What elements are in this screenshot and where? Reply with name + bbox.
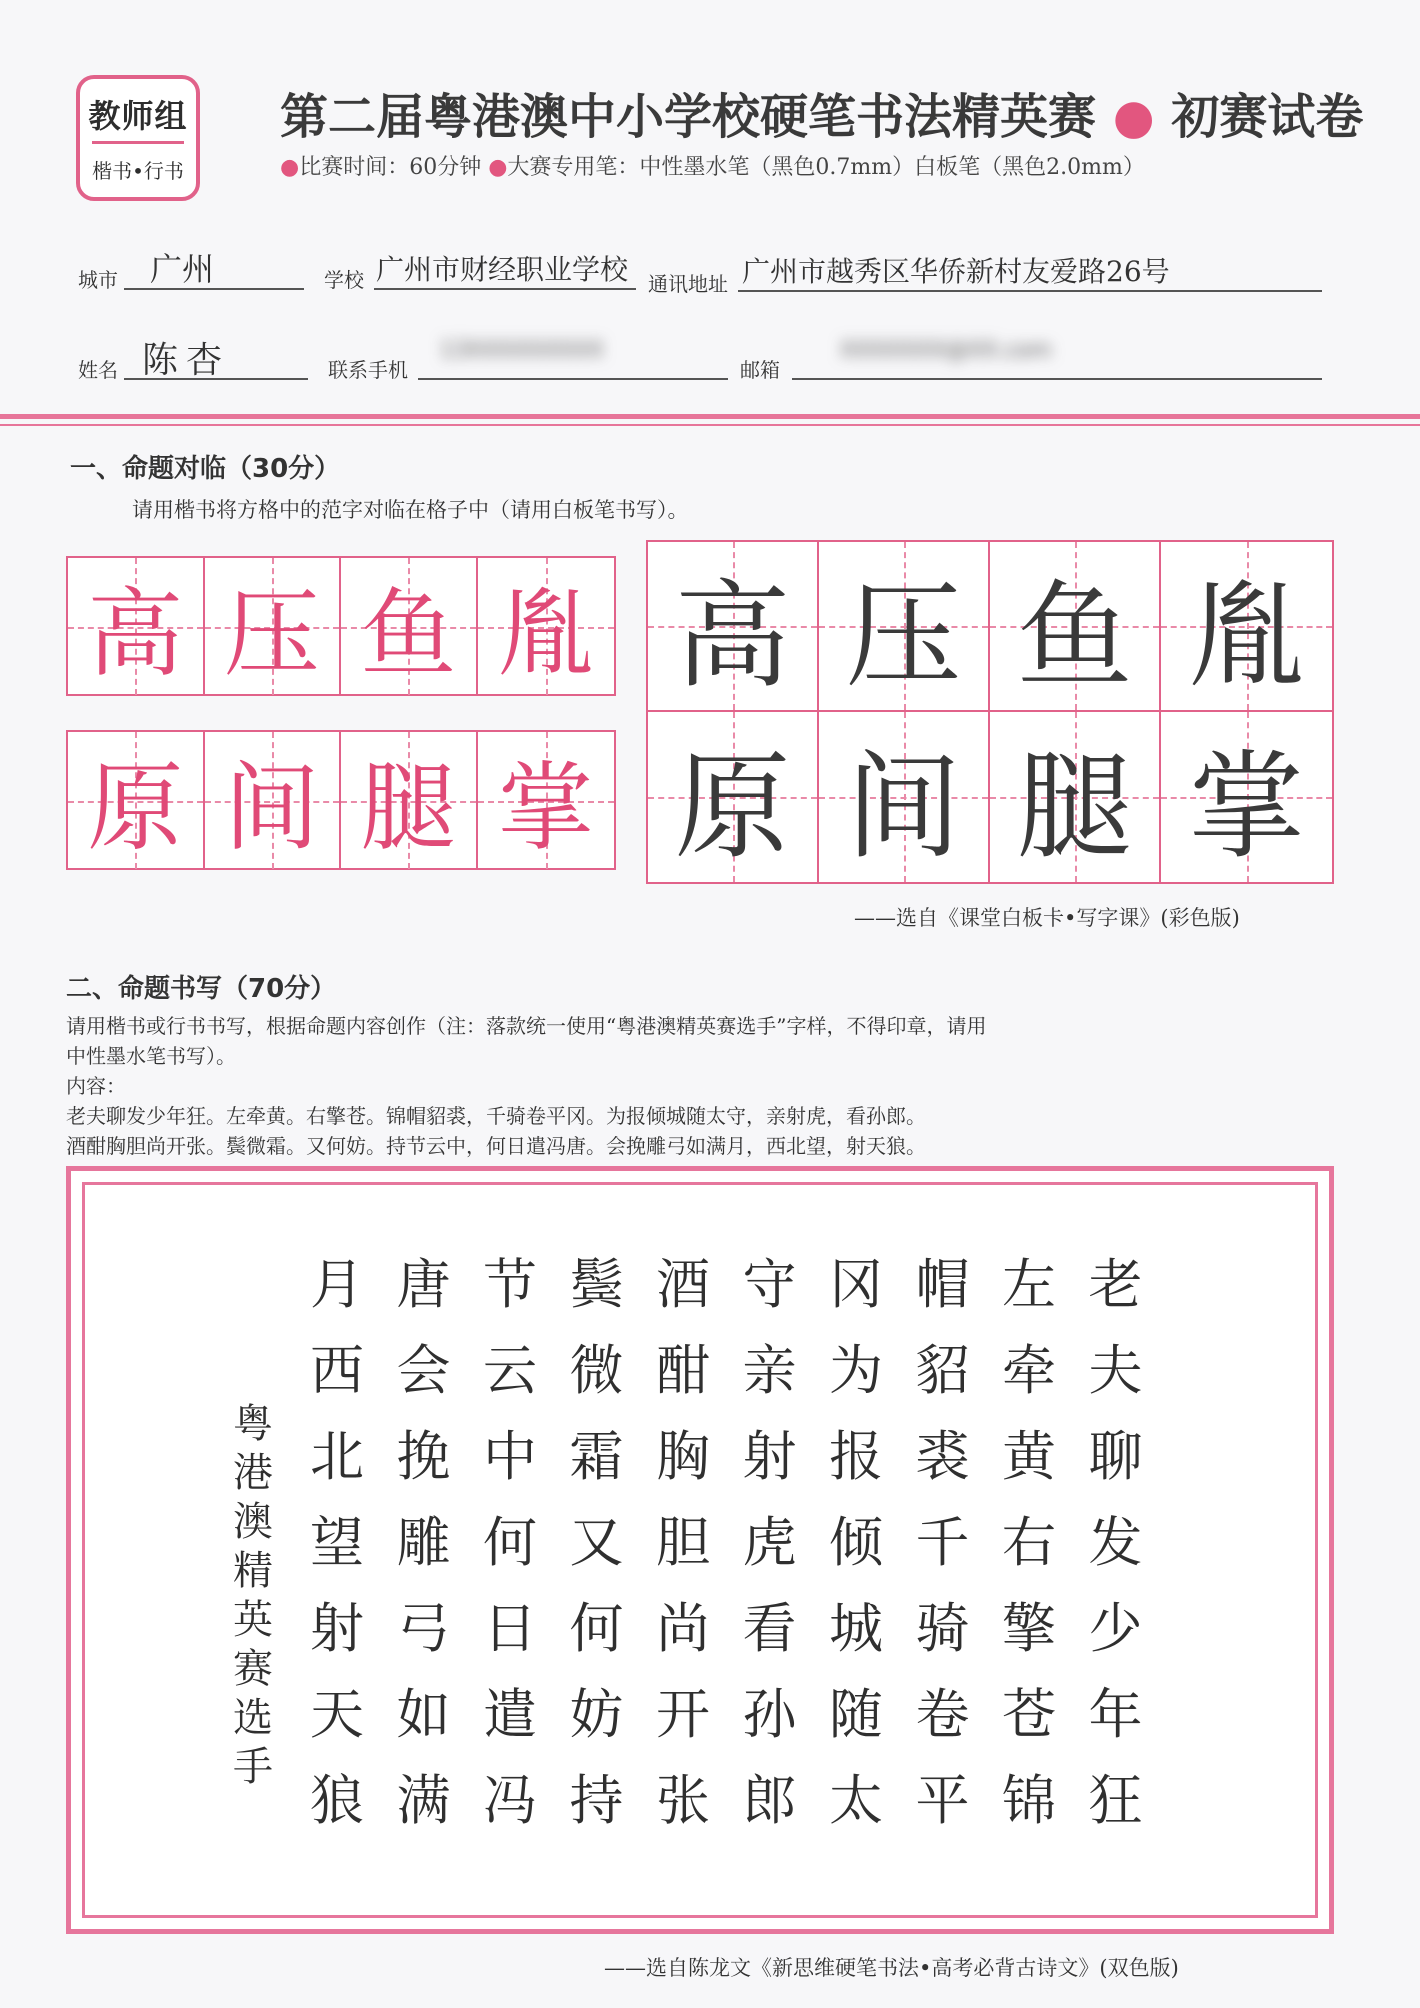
copy-cell[interactable]: 胤 — [1161, 542, 1332, 712]
calligraphy-column — [566, 1242, 628, 1844]
copy-cell[interactable]: 鱼 — [990, 542, 1161, 712]
calligraphy-column — [912, 1242, 974, 1844]
copy-grid[interactable] — [646, 540, 1334, 884]
calligraphy-char: 挽 — [396, 1425, 451, 1488]
signature-column — [228, 1400, 278, 1792]
email-label: 邮箱 — [740, 358, 780, 382]
calligraphy-char: 锦 — [1002, 1769, 1056, 1832]
signature-char: 澳 — [233, 1499, 273, 1545]
calligraphy-char: 郎 — [742, 1769, 797, 1832]
calligraphy-char: 弓 — [396, 1597, 451, 1660]
address-value: 广州市越秀区华侨新村友爱路26号 — [742, 255, 1170, 288]
model-cell: 腿 — [341, 732, 478, 869]
copy-cell[interactable]: 高 — [648, 542, 819, 712]
calligraphy-char: 孙 — [742, 1683, 797, 1746]
group-label: 教师组 — [88, 97, 188, 135]
school-label: 学校 — [324, 268, 364, 292]
model-grid-row2 — [66, 730, 616, 870]
section2-title: 二、命题书写（70分） — [66, 974, 337, 1004]
calligraphy-char: 帽 — [915, 1253, 970, 1316]
calligraphy-char: 会 — [396, 1339, 451, 1402]
city-value: 广州 — [150, 250, 215, 288]
header-divider-thin — [0, 424, 1420, 426]
badge-divider — [92, 141, 184, 144]
model-cell: 高 — [68, 558, 205, 695]
calligraphy-char: 狼 — [310, 1769, 364, 1832]
calligraphy-char: 千 — [915, 1511, 970, 1574]
calligraphy-char: 守 — [742, 1253, 797, 1316]
pen-info: 大赛专用笔：中性墨水笔（黑色0.7mm）白板笔（黑色2.0mm） — [507, 155, 1145, 180]
calligraphy-column — [393, 1242, 455, 1844]
calligraphy-char: 雕 — [396, 1511, 451, 1574]
section1-instruction: 请用楷书将方格中的范字对临在格子中（请用白板笔书写）。 — [132, 498, 689, 522]
calligraphy-char: 节 — [483, 1253, 537, 1316]
calligraphy-column — [825, 1242, 887, 1844]
calligraphy-column — [652, 1242, 714, 1844]
calligraphy-char: 满 — [396, 1769, 451, 1832]
signature-char: 粤 — [233, 1401, 273, 1447]
calligraphy-char: 霜 — [569, 1425, 624, 1488]
school-value: 广州市财经职业学校 — [376, 253, 629, 286]
calligraphy-char: 黄 — [1002, 1425, 1056, 1488]
title-suffix: 初赛试卷 — [1171, 89, 1364, 145]
signature-char: 选 — [233, 1695, 273, 1741]
calligraphy-char: 胸 — [656, 1425, 710, 1488]
header-divider — [0, 414, 1420, 419]
calligraphy-char: 天 — [310, 1683, 364, 1746]
calligraphy-column — [739, 1242, 801, 1844]
calligraphy-char: 北 — [310, 1425, 364, 1488]
section1-title: 一、命题对临（30分） — [70, 454, 341, 484]
calligraphy-char: 日 — [483, 1597, 537, 1660]
poem-line-1: 老夫聊发少年狂。左牵黄。右擎苍。锦帽貂裘，千骑卷平冈。为报倾城随太守，亲射虎，看孙郎。 — [66, 1104, 926, 1128]
calligraphy-char: 如 — [396, 1683, 451, 1746]
calligraphy-char: 报 — [829, 1425, 883, 1488]
copy-cell[interactable]: 间 — [819, 712, 990, 882]
calligraphy-char: 望 — [310, 1511, 364, 1574]
email-value: XXXXXXX@XX.com — [840, 338, 1052, 363]
calligraphy-char: 骑 — [915, 1597, 970, 1660]
calligraphy-char: 夫 — [1088, 1339, 1143, 1402]
calligraphy-char: 酒 — [656, 1253, 710, 1316]
name-value: 陈杏 — [142, 340, 231, 381]
calligraphy-char: 中 — [483, 1425, 537, 1488]
signature-char: 精 — [233, 1548, 273, 1594]
calligraphy-char: 亲 — [742, 1339, 797, 1402]
name-label: 姓名 — [78, 358, 118, 382]
group-styles: 楷书•行书 — [92, 159, 184, 183]
calligraphy-char: 太 — [829, 1769, 883, 1832]
calligraphy-char: 持 — [569, 1769, 624, 1832]
calligraphy-column — [306, 1242, 368, 1844]
calligraphy-char: 何 — [569, 1597, 624, 1660]
model-cell: 胤 — [478, 558, 615, 695]
calligraphy-char: 老 — [1088, 1253, 1143, 1316]
signature-char: 手 — [233, 1744, 273, 1790]
model-grid-row1 — [66, 556, 616, 696]
group-badge — [76, 75, 200, 201]
calligraphy-char: 擎 — [1002, 1597, 1056, 1660]
calligraphy-char: 冈 — [829, 1253, 883, 1316]
calligraphy-char: 胆 — [656, 1511, 710, 1574]
calligraphy-column — [479, 1242, 541, 1844]
calligraphy-char: 张 — [656, 1769, 710, 1832]
calligraphy-char: 冯 — [483, 1769, 537, 1832]
model-cell: 压 — [205, 558, 342, 695]
calligraphy-char: 发 — [1088, 1511, 1143, 1574]
calligraphy-column — [998, 1242, 1060, 1844]
calligraphy-char: 西 — [310, 1339, 364, 1402]
bullet-icon: ● — [488, 155, 508, 180]
calligraphy-char: 少 — [1088, 1597, 1143, 1660]
calligraphy-column — [1085, 1242, 1147, 1844]
calligraphy-char: 牵 — [1002, 1339, 1056, 1402]
calligraphy-char: 右 — [1002, 1511, 1056, 1574]
section2-instruction-1: 请用楷书或行书书写，根据命题内容创作（注：落款统一使用“粤港澳精英赛选手”字样，不得印章，请用 — [66, 1014, 987, 1038]
bullet-icon: ● — [280, 155, 300, 180]
calligraphy-char: 射 — [742, 1425, 797, 1488]
calligraphy-char: 貂 — [915, 1339, 970, 1402]
calligraphy-char: 城 — [829, 1597, 883, 1660]
model-cell: 掌 — [478, 732, 615, 869]
calligraphy-char: 开 — [656, 1683, 710, 1746]
page-title — [280, 78, 1363, 147]
calligraphy-char: 狂 — [1088, 1769, 1143, 1832]
city-label: 城市 — [78, 268, 118, 292]
calligraphy-char: 尚 — [656, 1597, 710, 1660]
calligraphy-char: 左 — [1002, 1253, 1056, 1316]
calligraphy-char: 看 — [742, 1597, 797, 1660]
calligraphy-char: 卷 — [915, 1683, 970, 1746]
calligraphy-char: 妨 — [569, 1683, 624, 1746]
copy-cell[interactable]: 原 — [648, 712, 819, 882]
calligraphy-char: 何 — [483, 1511, 537, 1574]
calligraphy-char: 唐 — [396, 1253, 451, 1316]
section1-source: ——选自《课堂白板卡•写字课》(彩色版) — [854, 906, 1240, 930]
section2-instruction-2: 中性墨水笔书写）。 — [66, 1044, 236, 1068]
calligraphy-char: 云 — [483, 1339, 537, 1402]
calligraphy-char: 随 — [829, 1683, 883, 1746]
copy-cell[interactable]: 掌 — [1161, 712, 1332, 882]
copy-cell[interactable]: 压 — [819, 542, 990, 712]
signature-char: 赛 — [233, 1646, 273, 1692]
calligraphy-char: 遣 — [483, 1683, 537, 1746]
calligraphy-char: 又 — [569, 1511, 624, 1574]
title-main: 第二届粤港澳中小学校硬笔书法精英赛 — [280, 89, 1097, 145]
calligraphy-char: 酣 — [656, 1339, 710, 1402]
calligraphy-char: 裘 — [915, 1425, 970, 1488]
time-info: 比赛时间：60分钟 — [299, 155, 482, 180]
model-cell: 鱼 — [341, 558, 478, 695]
model-cell: 原 — [68, 732, 205, 869]
calligraphy-char: 倾 — [829, 1511, 883, 1574]
phone-value: 13XXXXXXXXX — [440, 338, 604, 363]
content-label: 内容： — [66, 1074, 126, 1098]
exam-info — [280, 150, 1145, 181]
model-cell: 间 — [205, 732, 342, 869]
address-label: 通讯地址 — [648, 272, 728, 296]
calligraphy-char: 月 — [310, 1253, 364, 1316]
phone-label: 联系手机 — [328, 358, 408, 382]
calligraphy-char: 年 — [1088, 1683, 1143, 1746]
calligraphy-char: 聊 — [1088, 1425, 1143, 1488]
section2-source: ——选自陈龙文《新思维硬笔书法•高考必背古诗文》(双色版) — [604, 1956, 1179, 1980]
calligraphy-char: 平 — [915, 1769, 970, 1832]
poem-line-2: 酒酣胸胆尚开张。鬓微霜。又何妨。持节云中，何日遣冯唐。会挽雕弓如满月，西北望，射天狼。 — [66, 1134, 926, 1158]
signature-char: 港 — [233, 1450, 273, 1496]
calligraphy-char: 射 — [310, 1597, 364, 1660]
calligraphy-char: 苍 — [1002, 1683, 1056, 1746]
copy-cell[interactable]: 腿 — [990, 712, 1161, 882]
calligraphy-char: 虎 — [742, 1511, 797, 1574]
calligraphy-char: 为 — [829, 1339, 883, 1402]
signature-char: 英 — [233, 1597, 273, 1643]
calligraphy-char: 微 — [569, 1339, 624, 1402]
bullet-icon: ● — [1112, 89, 1155, 145]
calligraphy-char: 鬓 — [569, 1253, 624, 1316]
